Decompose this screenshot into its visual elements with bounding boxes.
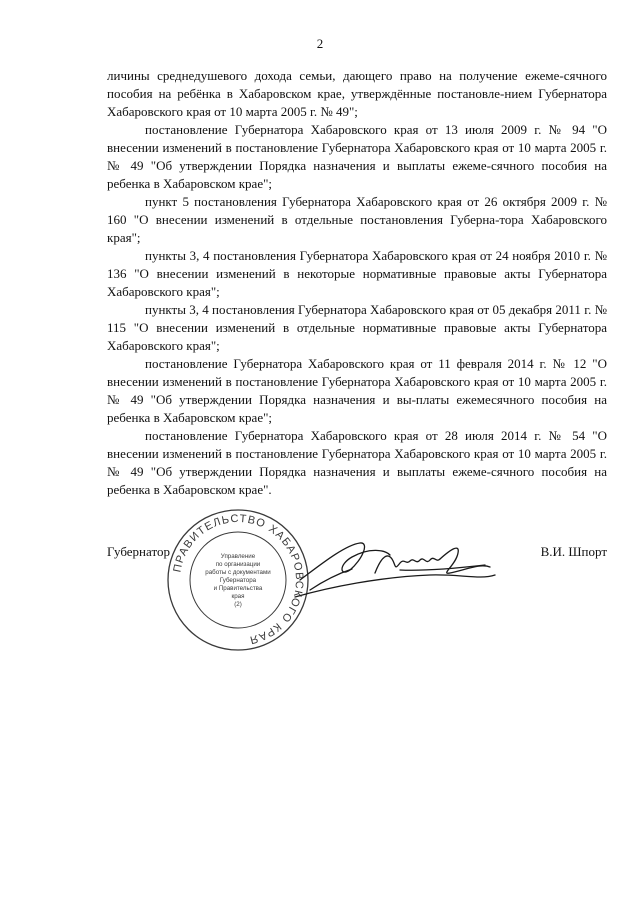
- paragraph: пункт 5 постановления Губернатора Хабаровского края от 26 октября 2009 г. № 160 "О внесении изменений в отдельные постановления Губерна-тора Хабаровского края";: [107, 194, 607, 245]
- paragraph: постановление Губернатора Хабаровского края от 28 июля 2014 г. № 54 "О внесении изменений в постановление Губернатора Хабаровского края от 10 марта 2005 г. № 49 "Об утверждении Порядка назначения и выплаты ежеме-сячного пособия на ребенка в Хабаровском крае".: [107, 428, 607, 497]
- seal-inner-text: [205, 553, 271, 608]
- paragraph: постановление Губернатора Хабаровского края от 13 июля 2009 г. № 94 "О внесении изменений в постановление Губернатора Хабаровского края от 10 марта 2005 г. № 49 "Об утверждении Порядка назначения и выплаты ежеме-сячного пособия на ребенка в Хабаровском крае";: [107, 122, 607, 191]
- official-seal: [166, 508, 310, 652]
- seal-inner-line: работы с документами: [205, 569, 271, 576]
- seal-outer-text: ПРАВИТЕЛЬСТВО ХАБАРОВСКОГО КРАЯ: [171, 512, 306, 646]
- paragraph: постановление Губернатора Хабаровского края от 11 февраля 2014 г. № 12 "О внесении изменений в постановление Губернатора Хабаровского края от 10 марта 2005 г. № 49 "Об утверждении Порядка назначения и вы-платы ежемесячного пособия на ребенка в Хабаровском крае";: [107, 356, 607, 425]
- seal-outer-ring: [168, 510, 308, 650]
- handwritten-signature: [290, 525, 500, 605]
- seal-inner-line: Губернатора: [219, 577, 257, 584]
- seal-inner-line: края: [231, 593, 245, 600]
- page-number: 2: [316, 36, 324, 51]
- seal-inner-line: (2): [234, 601, 242, 608]
- seal-inner-ring: [190, 532, 286, 628]
- signatory-name: В.И. Шпорт: [540, 544, 607, 559]
- seal-inner-line: Управление: [220, 553, 256, 560]
- paragraph: пункты 3, 4 постановления Губернатора Хабаровского края от 24 ноября 2010 г. № 136 "О внесении изменений в некоторые нормативные правовые акты Губернатора Хабаровского края";: [107, 248, 607, 299]
- document-body: [107, 67, 607, 499]
- signatory-title: Губернатор: [107, 544, 170, 559]
- paragraph: личины среднедушевого дохода семьи, дающего право на получение ежеме-сячного пособия на ребёнка в Хабаровском крае, утверждённые постановле-нием Губернатора Хабаровского края от 10 марта 2005 г. № 49";: [107, 68, 607, 119]
- paragraph: пункты 3, 4 постановления Губернатора Хабаровского края от 05 декабря 2011 г. № 115 "О внесении изменений в отдельные нормативные правовые акты Губернатора Хабаровского края";: [107, 302, 607, 353]
- seal-inner-line: и Правительства: [213, 585, 263, 592]
- seal-inner-line: по организации: [215, 561, 261, 568]
